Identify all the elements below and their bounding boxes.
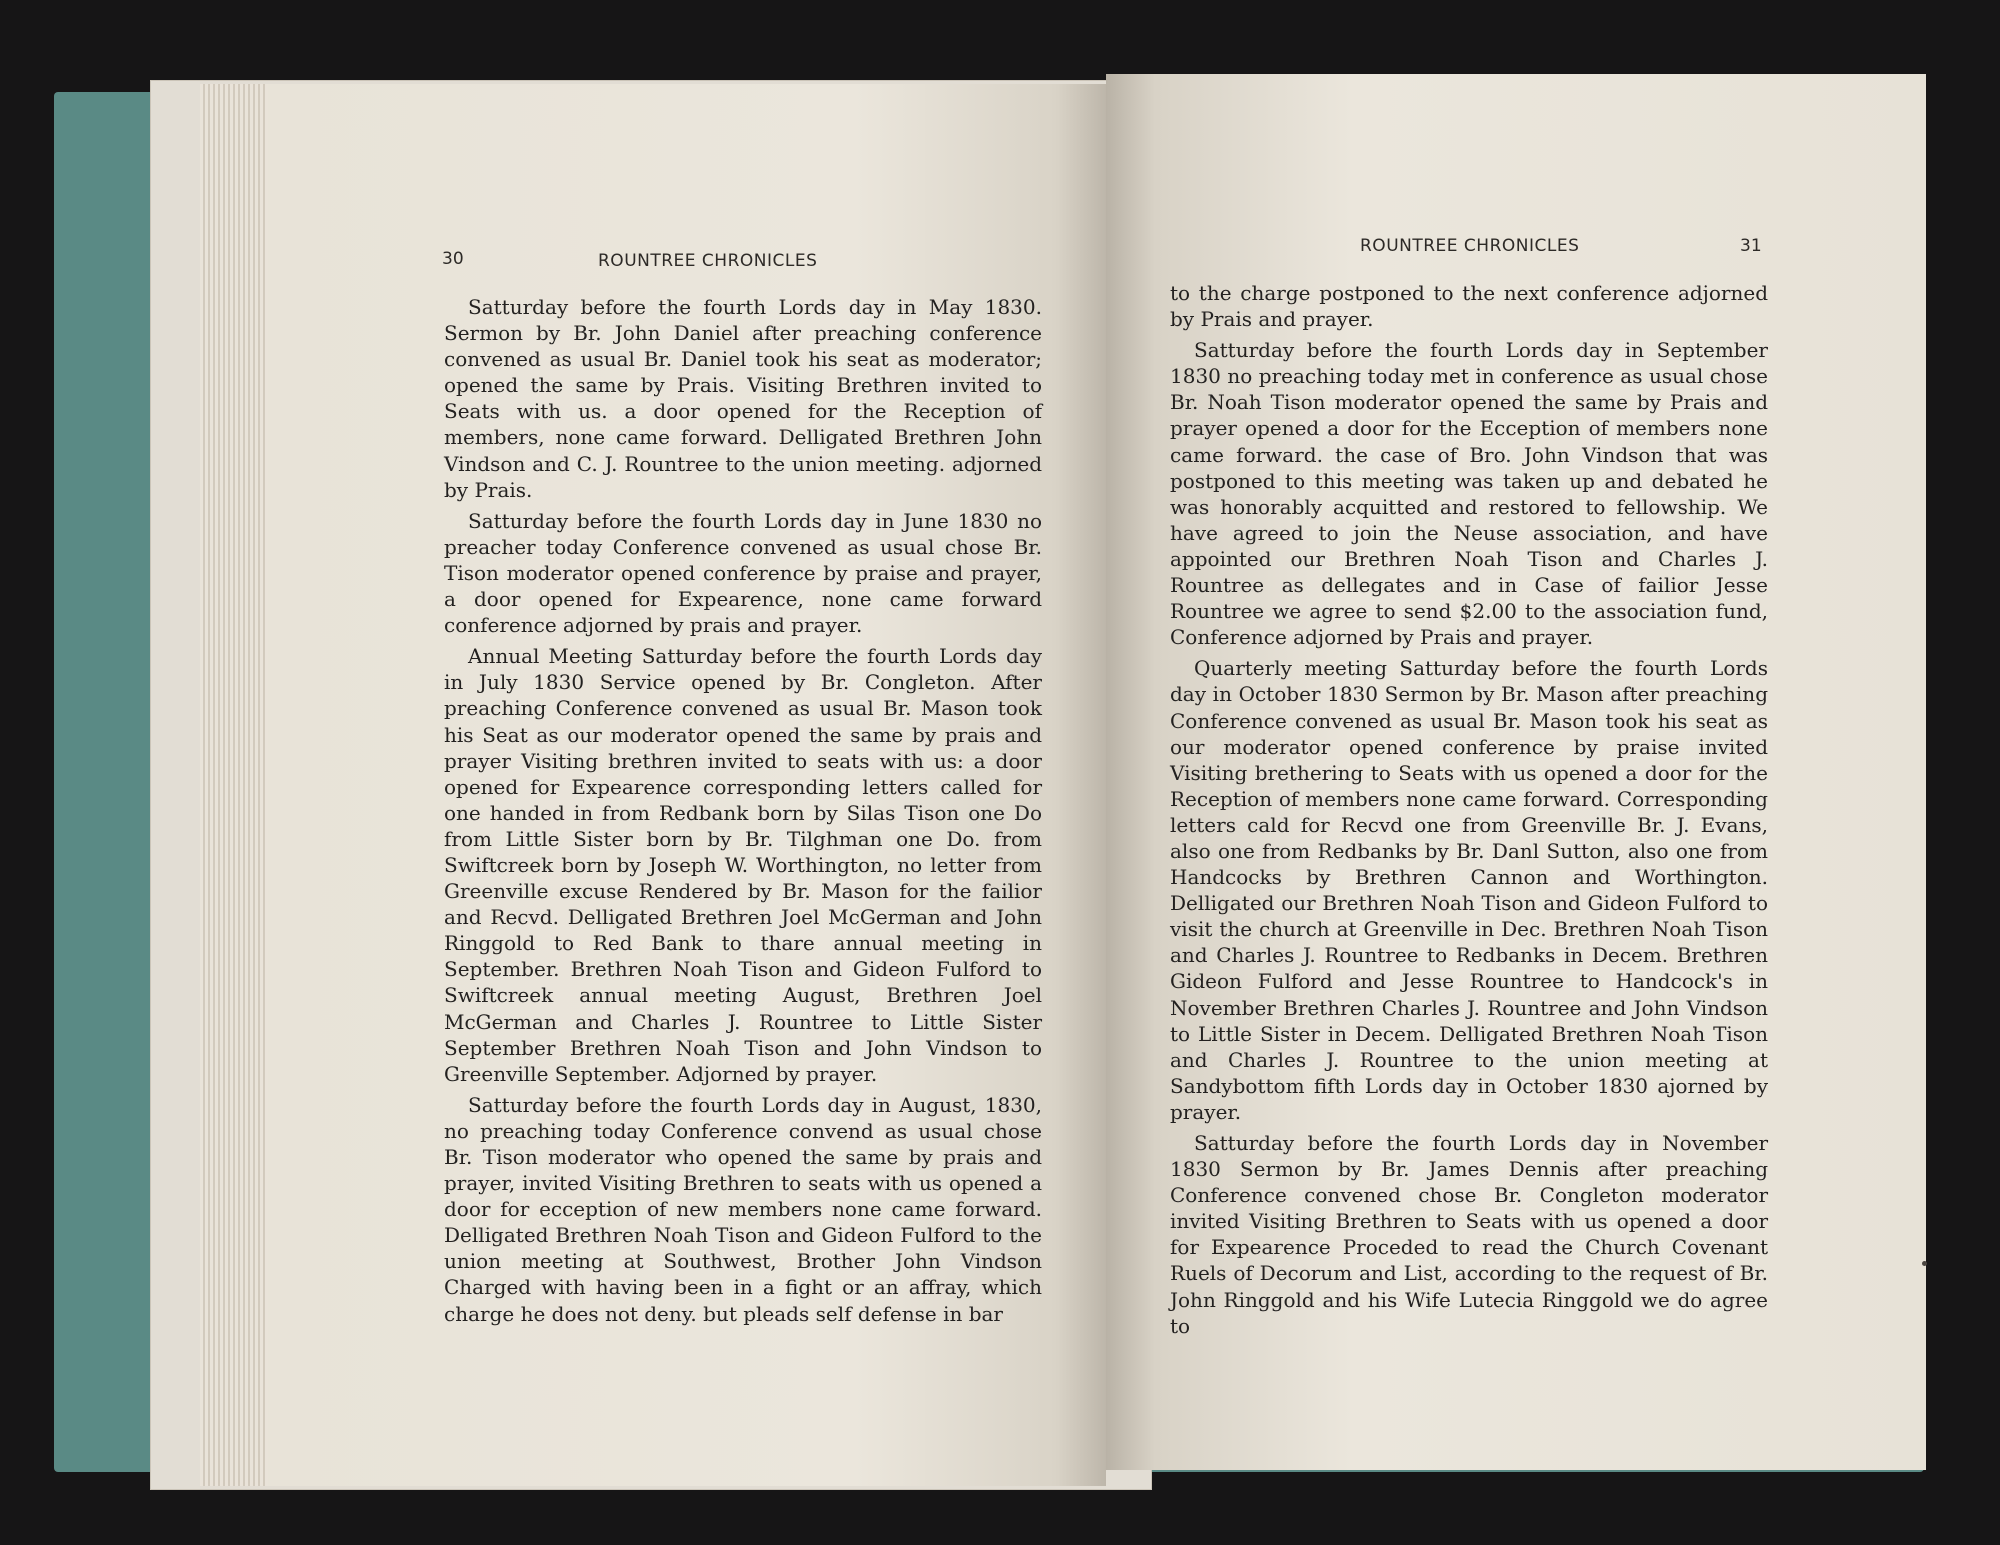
ink-speck bbox=[1922, 1261, 1927, 1266]
running-head: ROUNTREE CHRONICLES bbox=[1360, 236, 1580, 256]
continuation-paragraph: to the charge postponed to the next conference adjorned by Prais and prayer. bbox=[1170, 281, 1768, 332]
paragraph: Satturday before the fourth Lords day in May 1830. Sermon by Br. John Daniel after preaching conference convened as usual Br. Daniel took his seat as moderator; opened the same by Prais. Visiting Brethren invited to Seats with us. a door opened for the Reception of members, none came forward. Delligated Brethren John Vindson and C. J. Rountree to the union meeting. adjorned by Prais. bbox=[444, 295, 1042, 502]
paragraph: Satturday before the fourth Lords day in September 1830 no preaching today met in conference as usual chose Br. Noah Tison moderator opened the same by Prais and prayer opened a door for the Ecception of members none came forward. the case of Bro. John Vindson that was postponed to this meeting was taken up and debated he was honorably acquitted and restored to fellowship. We have agreed to join the Neuse association, and have appointed our Brethren Noah Tison and Charles J. Rountree as dellegates and in Case of failior Jesse Rountree we agree to send $2.00 to the association fund, Conference adjorned by Prais and prayer. bbox=[1170, 338, 1768, 650]
page-number: 30 bbox=[442, 249, 464, 269]
running-head: ROUNTREE CHRONICLES bbox=[598, 251, 818, 271]
left-page bbox=[268, 84, 1106, 1486]
right-page-body bbox=[1170, 280, 1768, 1344]
paragraph: Quarterly meeting Satturday before the fourth Lords day in October 1830 Sermon by Br. Mason after preaching Conference convened as usual Br. Mason took his seat as our moderator opened conference by praise invited Visiting brethering to Seats with us opened a door for the Reception of members none came forward. Corresponding letters cald for Recvd one from Greenville Br. J. Evans, also one from Redbanks by Br. Danl Sutton, also one from Handcocks by Brethren Cannon and Worthington. Delligated our Brethren Noah Tison and Gideon Fulford to visit the church at Greenville in Dec. Brethren Noah Tison and Charles J. Rountree to Redbanks in Decem. Brethren Gideon Fulford and Jesse Rountree to Handcock's in November Brethren Charles J. Rountree and John Vindson to Little Sister in Decem. Delligated Brethren Noah Tison and Charles J. Rountree to the union meeting at Sandybottom fifth Lords day in October 1830 ajorned by prayer. bbox=[1170, 656, 1768, 1124]
paragraph: Annual Meeting Satturday before the fourth Lords day in July 1830 Service opened by Br. Congleton. After preaching Conference convened as usual Br. Mason took his Seat as our moderator opened the same by prais and prayer Visiting brethren invited to seats with us: a door opened for Expearence corresponding letters called for one handed in from Redbank born by Silas Tison one Do from Little Sister born by Br. Tilghman one Do. from Swiftcreek born by Joseph W. Worthington, no letter from Greenville excuse Rendered by Br. Mason for the failior and Recvd. Delligated Brethren Joel McGerman and John Ringgold to Red Bank to thare annual meeting in September. Brethren Noah Tison and Gideon Fulford to Swiftcreek annual meeting August, Brethren Joel McGerman and Charles J. Rountree to Little Sister September Brethren Noah Tison and John Vindson to Greenville September. Adjorned by prayer. bbox=[444, 644, 1042, 1086]
page-number: 31 bbox=[1740, 236, 1762, 256]
left-page-body bbox=[444, 294, 1042, 1332]
paragraph: Satturday before the fourth Lords day in November 1830 Sermon by Br. James Dennis after preaching Conference convened chose Br. Congleton moderator invited Visiting Brethren to Seats with us opened a door for Expearence Proceded to read the Church Covenant Ruels of Decorum and List, according to the request of Br. John Ringgold and his Wife Lutecia Ringgold we do agree to bbox=[1170, 1131, 1768, 1338]
right-page bbox=[1106, 74, 1926, 1470]
paragraph: Satturday before the fourth Lords day in August, 1830, no preaching today Conference convend as usual chose Br. Tison moderator who opened the same by prais and prayer, invited Visiting Brethren to seats with us opened a door for ecception of new members none came forward. Delligated Brethren Noah Tison and Gideon Fulford to the union meeting at Southwest, Brother John Vindson Charged with having been in a fight or an affray, which charge he does not deny. but pleads self defense in bar bbox=[444, 1092, 1042, 1326]
paragraph: Satturday before the fourth Lords day in June 1830 no preacher today Conference convened as usual chose Br. Tison moderator opened conference by praise and prayer, a door opened for Expearence, none came forward conference adjorned by prais and prayer. bbox=[444, 508, 1042, 638]
